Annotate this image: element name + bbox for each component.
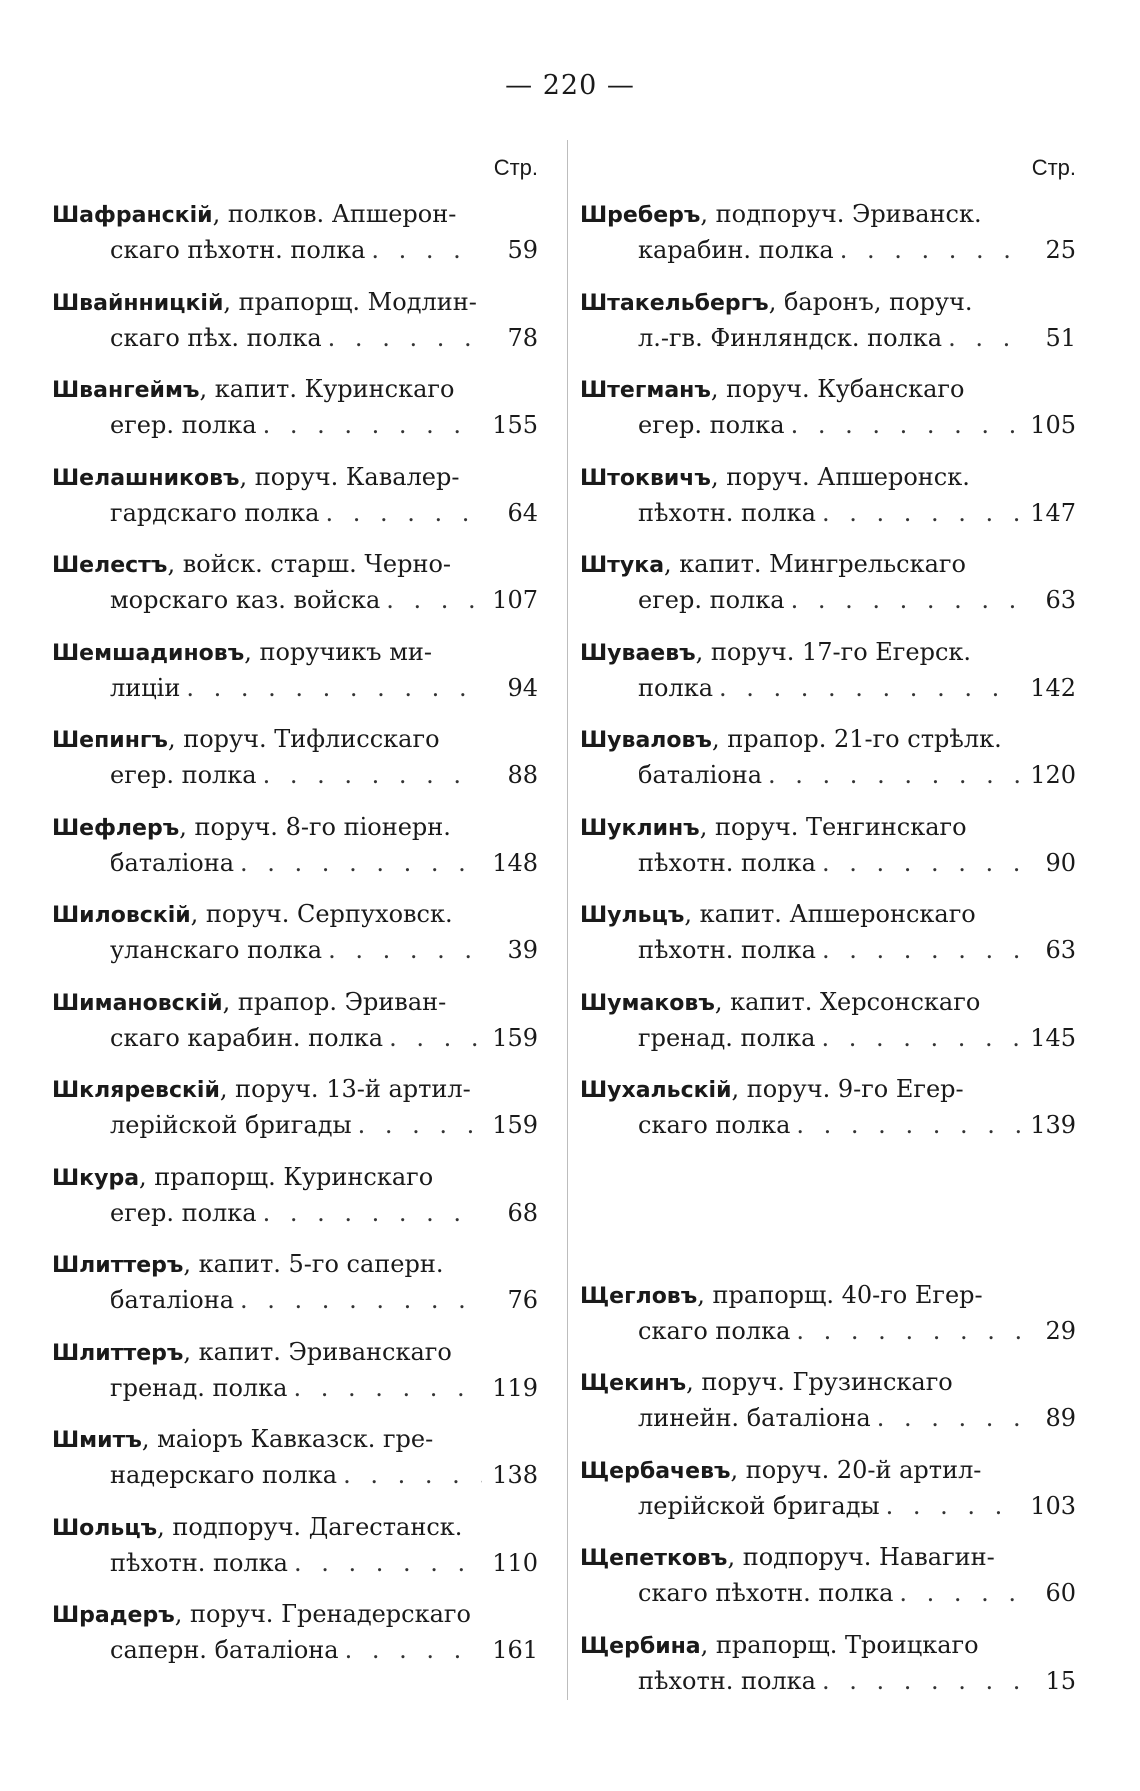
entry-description: , капит. Мингрельскаго — [664, 550, 966, 578]
leader-dots — [893, 1576, 1020, 1610]
entry-description: , прапорщ. Троицкаго — [700, 1630, 979, 1659]
entry-continuation: морскаго каз. войска — [110, 586, 381, 614]
entry-surname: Шиловскій — [52, 903, 191, 928]
entry-page-number: 138 — [492, 1461, 538, 1489]
entry-surname: Щепетковъ — [580, 1546, 728, 1571]
leader-dots — [287, 1371, 482, 1405]
leader-dots — [816, 1664, 1020, 1698]
entry-page-number: 145 — [1030, 1023, 1076, 1052]
entry-surname: Швайнницкій — [52, 290, 224, 316]
index-entry — [580, 1444, 1080, 1532]
entry-page-number: 88 — [507, 761, 538, 789]
entry-surname: Штоквичъ — [580, 465, 711, 491]
entry-continuation: баталіона — [110, 848, 235, 877]
leader-dots — [180, 671, 482, 705]
entry-continuation: полка — [638, 673, 713, 702]
entry-surname: Шкура — [52, 1165, 140, 1191]
entry-surname: Шлиттеръ — [52, 1340, 184, 1366]
entry-surname: Шимановскій — [52, 990, 223, 1016]
entry-page-number: 64 — [507, 498, 538, 527]
entry-description: , капит. Куринскаго — [199, 375, 455, 403]
index-entry — [580, 276, 1080, 364]
entry-description: , поруч. 20-й артил- — [730, 1455, 982, 1484]
index-entry — [580, 188, 1080, 276]
index-entry — [52, 713, 542, 801]
leader-dots — [322, 321, 482, 355]
entry-continuation: пѣхотн. полка — [638, 1666, 816, 1695]
entry-description: , подпоруч. Дагестанск. — [157, 1512, 463, 1541]
leader-dots — [762, 758, 1020, 792]
index-entry — [52, 363, 542, 451]
right-entry-list — [580, 188, 1080, 1151]
entry-continuation: баталіона — [110, 1286, 235, 1314]
leader-dots — [319, 496, 482, 530]
entry-continuation: гренад. полка — [110, 1373, 288, 1402]
index-entry — [580, 538, 1080, 626]
entry-continuation: скаго карабин. полка — [110, 1023, 384, 1052]
entry-continuation: лерійской бригады — [110, 1111, 352, 1139]
entry-continuation: гренад. полка — [638, 1023, 816, 1052]
entry-description: , поручикъ ми- — [244, 637, 432, 666]
index-entry — [580, 976, 1080, 1064]
index-entry — [52, 801, 542, 889]
entry-continuation: уланскаго полка — [110, 936, 323, 964]
leader-dots — [383, 1021, 482, 1055]
index-entry — [580, 801, 1080, 889]
index-entry — [52, 888, 542, 976]
leader-dots — [880, 1489, 1020, 1523]
entry-surname: Штука — [580, 553, 665, 578]
right-column — [580, 148, 1080, 1706]
entry-page-number: 63 — [1045, 936, 1076, 964]
entry-continuation: скаго пѣхотн. полка — [638, 1579, 894, 1607]
entry-surname: Шафранскій — [52, 203, 213, 228]
entry-surname: Шелестъ — [52, 553, 168, 578]
entry-description: , поруч. Кубанскаго — [710, 375, 965, 403]
entry-continuation: скаго пѣхотн. полка — [110, 236, 366, 264]
index-entry — [52, 1588, 542, 1676]
entry-page-number: 90 — [1045, 848, 1076, 877]
page-column-header: Стр. — [493, 155, 538, 180]
entry-page-number: 78 — [507, 323, 538, 352]
leader-dots — [337, 1458, 482, 1492]
entry-surname: Щербина — [580, 1633, 701, 1659]
entry-surname: Щегловъ — [580, 1283, 698, 1309]
entry-description: , поруч. Грузинскаго — [686, 1368, 953, 1396]
entry-surname: Шуваевъ — [580, 640, 696, 666]
entry-continuation: егер. полка — [638, 411, 785, 439]
entry-continuation: скаго пѣх. полка — [110, 323, 322, 352]
entry-surname: Шумаковъ — [580, 990, 715, 1016]
index-entry — [52, 626, 542, 714]
entry-continuation: пѣхотн. полка — [638, 848, 816, 877]
entry-page-number: 148 — [492, 848, 538, 877]
entry-page-number: 94 — [507, 673, 538, 702]
entry-page-number: 15 — [1045, 1666, 1076, 1695]
entry-continuation: надерскаго полка — [110, 1461, 338, 1489]
entry-surname: Шемшадиновъ — [52, 640, 245, 666]
leader-dots — [339, 1633, 482, 1667]
entry-continuation: пѣхотн. полка — [638, 936, 816, 964]
entry-continuation: гардскаго полка — [110, 498, 320, 527]
entry-continuation: пѣхотн. полка — [110, 1548, 288, 1577]
entry-continuation: л.-гв. Финляндск. полка — [638, 323, 943, 352]
index-entry — [580, 1356, 1080, 1444]
index-entry — [580, 1063, 1080, 1151]
leader-dots — [257, 1196, 482, 1230]
leader-dots — [815, 1021, 1020, 1055]
leader-dots — [257, 408, 482, 442]
entry-description: , прапор. 21-го стрѣлк. — [711, 725, 1002, 753]
leader-dots — [322, 933, 482, 967]
entry-page-number: 110 — [492, 1548, 538, 1577]
index-entry — [580, 363, 1080, 451]
entry-page-number: 63 — [1045, 586, 1076, 614]
index-entry — [52, 276, 542, 364]
leader-dots — [871, 1401, 1020, 1435]
entry-description: , поруч. 13-й артил- — [219, 1075, 471, 1103]
leader-dots — [365, 233, 482, 267]
entry-description: , прапорщ. Модлин- — [223, 287, 477, 316]
section-gap — [580, 1151, 1080, 1269]
entry-surname: Шлиттеръ — [52, 1253, 184, 1278]
index-entry — [580, 888, 1080, 976]
page-column-header: Стр. — [1031, 155, 1076, 180]
entry-surname: Щекинъ — [580, 1371, 687, 1396]
entry-surname: Штегманъ — [580, 378, 711, 403]
shch-entry-list — [580, 1269, 1080, 1707]
entry-description: , поруч. Гренадерскаго — [174, 1600, 471, 1628]
entry-surname: Шольцъ — [52, 1515, 158, 1541]
entry-description: , поруч. Кавалер- — [239, 462, 460, 491]
left-column — [52, 148, 542, 1676]
entry-description: , поруч. Серпуховск. — [190, 900, 453, 928]
entry-page-number: 25 — [1045, 236, 1076, 264]
index-entry — [580, 451, 1080, 539]
entry-description: , подпоруч. Эриванск. — [700, 200, 982, 228]
entry-continuation: егер. полка — [110, 411, 257, 439]
index-entry — [580, 1531, 1080, 1619]
leader-dots — [234, 1283, 482, 1317]
entry-surname: Щербачевъ — [580, 1458, 731, 1484]
index-entry — [52, 1151, 542, 1239]
leader-dots — [352, 1108, 482, 1142]
leader-dots — [380, 583, 482, 617]
leader-dots — [790, 1108, 1020, 1142]
entry-continuation: скаго полка — [638, 1316, 791, 1345]
entry-description: , капит. Херсонскаго — [714, 987, 981, 1016]
entry-continuation: егер. полка — [110, 761, 257, 789]
entry-page-number: 139 — [1030, 1111, 1076, 1139]
index-entry — [52, 538, 542, 626]
entry-surname: Шмитъ — [52, 1428, 142, 1453]
entry-description: , поруч. Тенгинскаго — [699, 812, 967, 841]
entry-surname: Шрадеръ — [52, 1603, 175, 1628]
leader-dots — [257, 758, 482, 792]
leader-dots — [234, 846, 482, 880]
entry-continuation: лерійской бригады — [638, 1491, 880, 1520]
entry-description: , прапор. Эриван- — [222, 987, 447, 1016]
index-entry — [580, 713, 1080, 801]
entry-surname: Шефлеръ — [52, 815, 180, 841]
entry-page-number: 59 — [507, 236, 538, 264]
entry-page-number: 119 — [492, 1373, 538, 1402]
entry-description: , войск. старш. Черно- — [167, 550, 452, 578]
entry-surname: Шреберъ — [580, 203, 701, 228]
entry-description: , полков. Апшерон- — [212, 200, 457, 228]
entry-continuation: лиціи — [110, 673, 181, 702]
index-entry — [52, 1413, 542, 1501]
index-entry — [52, 1238, 542, 1326]
entry-continuation: скаго полка — [638, 1111, 791, 1139]
leader-dots — [785, 583, 1020, 617]
entry-continuation: линейн. баталіона — [638, 1404, 871, 1432]
entry-page-number: 155 — [492, 411, 538, 439]
leader-dots — [816, 846, 1020, 880]
entry-description: , поруч. Апшеронск. — [710, 462, 970, 491]
entry-page-number: 89 — [1045, 1404, 1076, 1432]
entry-page-number: 29 — [1045, 1316, 1076, 1345]
index-entry — [52, 1501, 542, 1589]
index-entry — [52, 1326, 542, 1414]
index-entry — [580, 1269, 1080, 1357]
index-entry — [52, 188, 542, 276]
page-number: — 220 — — [505, 70, 635, 101]
entry-continuation: пѣхотн. полка — [638, 498, 816, 527]
entry-description: , капит. Эриванскаго — [183, 1337, 452, 1366]
leader-dots — [790, 1314, 1020, 1348]
entry-page-number: 105 — [1030, 411, 1076, 439]
entry-page-number: 107 — [492, 586, 538, 614]
entry-page-number: 161 — [492, 1636, 538, 1664]
entry-surname: Швангеймъ — [52, 378, 200, 403]
entry-page-number: 103 — [1030, 1491, 1076, 1520]
entry-surname: Шепингъ — [52, 728, 168, 753]
entry-surname: Шухальскій — [580, 1078, 732, 1103]
entry-continuation: саперн. баталіона — [110, 1636, 339, 1664]
entry-surname: Шкляревскій — [52, 1078, 220, 1103]
entry-continuation: егер. полка — [638, 586, 785, 614]
left-entry-list — [52, 188, 542, 1676]
entry-description: , капит. Апшеронскаго — [684, 900, 976, 928]
column-divider — [567, 140, 568, 1700]
leader-dots — [713, 671, 1020, 705]
entry-description: , поруч. 17-го Егерск. — [695, 637, 972, 666]
leader-dots — [816, 933, 1020, 967]
leader-dots — [288, 1546, 482, 1580]
entry-description: , маіоръ Кавказск. гре- — [141, 1425, 434, 1453]
leader-dots — [942, 321, 1020, 355]
entry-description: , поруч. Тифлисскаго — [167, 725, 440, 753]
entry-description: , поруч. 9-го Егер- — [731, 1075, 964, 1103]
entry-description: , прапорщ. 40-го Егер- — [697, 1280, 983, 1309]
entry-page-number: 60 — [1045, 1579, 1076, 1607]
index-entry — [580, 626, 1080, 714]
entry-surname: Шуклинъ — [580, 815, 700, 841]
entry-description: , капит. 5-го саперн. — [183, 1250, 444, 1278]
entry-description: , подпоруч. Навагин- — [727, 1543, 995, 1571]
entry-page-number: 142 — [1030, 673, 1076, 702]
entry-description: , баронъ, поруч. — [768, 287, 973, 316]
entry-surname: Шелашниковъ — [52, 465, 240, 491]
entry-continuation: баталіона — [638, 761, 763, 789]
entry-page-number: 120 — [1030, 761, 1076, 789]
entry-page-number: 51 — [1045, 323, 1076, 352]
index-entry — [580, 1619, 1080, 1707]
index-entry — [52, 1063, 542, 1151]
entry-page-number: 147 — [1030, 498, 1076, 527]
leader-dots — [785, 408, 1020, 442]
entry-continuation: егер. полка — [110, 1198, 257, 1227]
entry-page-number: 68 — [507, 1198, 538, 1227]
entry-page-number: 39 — [507, 936, 538, 964]
entry-surname: Штакельбергъ — [580, 290, 769, 316]
entry-page-number: 159 — [492, 1023, 538, 1052]
entry-page-number: 76 — [507, 1286, 538, 1314]
entry-surname: Шульцъ — [580, 903, 685, 928]
entry-continuation: карабин. полка — [638, 236, 834, 264]
leader-dots — [816, 496, 1020, 530]
index-entry — [52, 976, 542, 1064]
entry-page-number: 159 — [492, 1111, 538, 1139]
entry-description: , прапорщ. Куринскаго — [139, 1162, 434, 1191]
index-entry — [52, 451, 542, 539]
entry-surname: Шуваловъ — [580, 728, 712, 753]
leader-dots — [834, 233, 1020, 267]
entry-description: , поруч. 8-го піонерн. — [179, 812, 451, 841]
